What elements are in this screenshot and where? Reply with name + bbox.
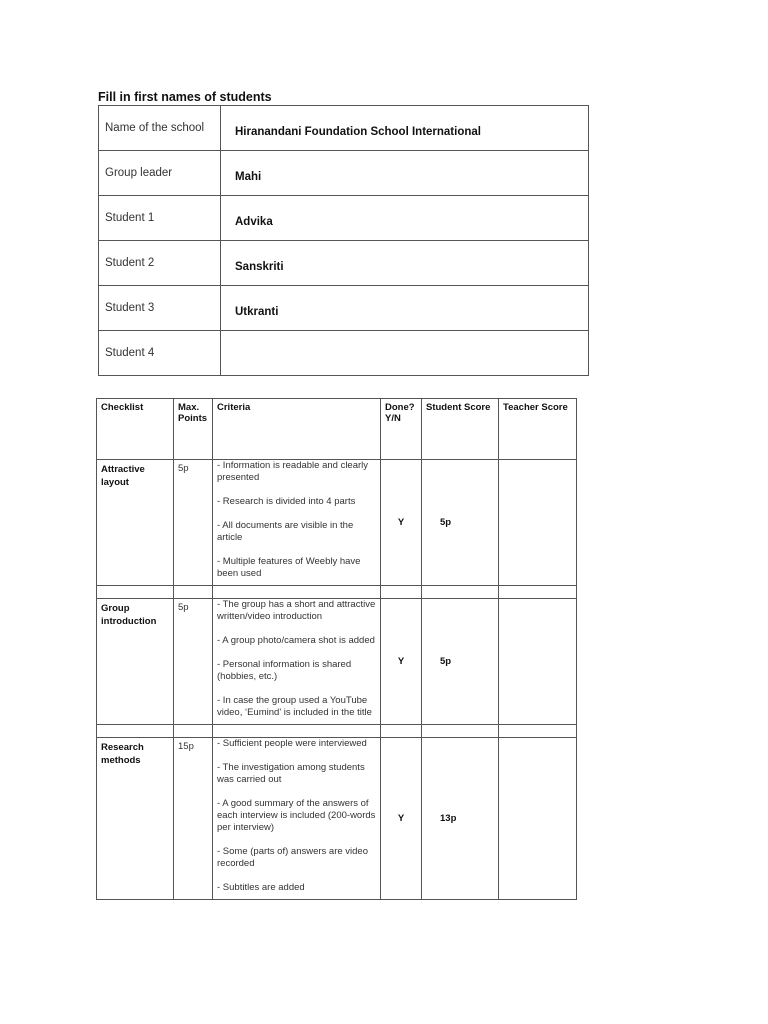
criterion: - Multiple features of Weebly have been used — [217, 556, 361, 579]
spacer-cell — [174, 586, 213, 599]
spacer-cell — [422, 586, 499, 599]
spacer-cell — [213, 586, 381, 599]
spacer-row — [97, 725, 577, 738]
spacer-cell — [422, 725, 499, 738]
done-cell: Y — [381, 460, 422, 586]
teacher-score-cell — [499, 599, 577, 725]
criterion: - Research is divided into 4 parts — [217, 496, 356, 507]
student-1-label: Student 1 — [99, 196, 221, 241]
criteria-cell — [213, 599, 381, 725]
done-cell: Y — [381, 738, 422, 900]
header-criteria: Criteria — [213, 399, 381, 460]
school-name-value — [221, 106, 589, 151]
criterion: - Subtitles are added — [217, 882, 305, 893]
table-row — [99, 331, 589, 376]
criterion: - Information is readable and clearly presented — [217, 460, 369, 483]
student-4-value — [221, 331, 589, 376]
table-row — [99, 241, 589, 286]
checklist-table — [96, 398, 577, 900]
teacher-score-cell — [499, 738, 577, 900]
spacer-cell — [381, 586, 422, 599]
student-2-text: Sanskriti — [235, 261, 284, 273]
max-points-cell: 5p — [174, 460, 213, 586]
spacer-row — [97, 586, 577, 599]
category-cell: Research methods — [97, 738, 174, 900]
max-points-cell: 5p — [174, 599, 213, 725]
student-score-cell: 13p — [422, 738, 499, 900]
school-name-text: Hiranandani Foundation School International — [235, 126, 481, 138]
student-3-value — [221, 286, 589, 331]
student-1-value — [221, 196, 589, 241]
header-max-points: Max. Points — [174, 399, 213, 460]
page-title: Fill in first names of students — [98, 90, 272, 104]
spacer-cell — [499, 725, 577, 738]
table-row — [99, 106, 589, 151]
group-leader-text: Mahi — [235, 171, 262, 183]
spacer-cell — [381, 725, 422, 738]
table-row — [99, 151, 589, 196]
criteria-cell — [213, 460, 381, 586]
spacer-cell — [97, 586, 174, 599]
table-row — [97, 460, 577, 586]
criterion: - Personal information is shared (hobbies, etc.) — [217, 659, 352, 682]
spacer-cell — [97, 725, 174, 738]
table-row — [99, 286, 589, 331]
table-row — [97, 599, 577, 725]
max-points-cell: 15p — [174, 738, 213, 900]
criterion: - Some (parts of) answers are video recorded — [217, 846, 369, 869]
school-name-label: Name of the school — [99, 106, 221, 151]
student-3-text: Utkranti — [235, 306, 279, 318]
criterion: - All documents are visible in the article — [217, 520, 354, 543]
criterion: - The group has a short and attractive written/video introduction — [217, 599, 376, 622]
header-teacher-score: Teacher Score — [499, 399, 577, 460]
teacher-score-cell — [499, 460, 577, 586]
student-1-text: Advika — [235, 216, 273, 228]
category-cell: Attractive layout — [97, 460, 174, 586]
spacer-cell — [174, 725, 213, 738]
criterion: - The investigation among students was carried out — [217, 762, 365, 785]
checklist-header-row — [97, 399, 577, 460]
student-score-cell: 5p — [422, 460, 499, 586]
header-student-score: Student Score — [422, 399, 499, 460]
student-3-label: Student 3 — [99, 286, 221, 331]
student-4-label: Student 4 — [99, 331, 221, 376]
criteria-cell — [213, 738, 381, 900]
group-leader-value — [221, 151, 589, 196]
criterion: - A group photo/camera shot is added — [217, 635, 375, 646]
criterion: - Sufficient people were interviewed — [217, 738, 367, 749]
criterion: - A good summary of the answers of each interview is included (200-words per interview) — [217, 798, 376, 833]
group-leader-label: Group leader — [99, 151, 221, 196]
table-row — [99, 196, 589, 241]
spacer-cell — [213, 725, 381, 738]
category-cell: Group introduction — [97, 599, 174, 725]
done-cell: Y — [381, 599, 422, 725]
header-done: Done? Y/N — [381, 399, 422, 460]
student-score-cell: 5p — [422, 599, 499, 725]
students-table — [98, 105, 589, 376]
header-checklist: Checklist — [97, 399, 174, 460]
criterion: - In case the group used a YouTube video, ‘Eumind’ is included in the title — [217, 695, 372, 718]
student-2-value — [221, 241, 589, 286]
spacer-cell — [499, 586, 577, 599]
student-2-label: Student 2 — [99, 241, 221, 286]
table-row — [97, 738, 577, 900]
